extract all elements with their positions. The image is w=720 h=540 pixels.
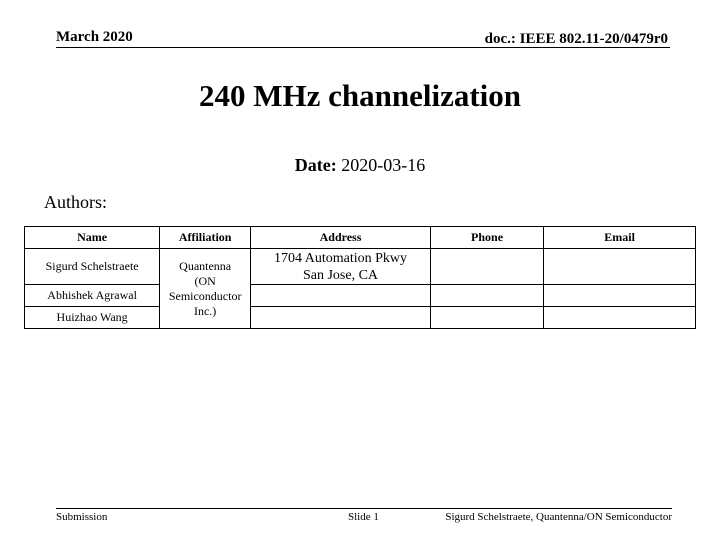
author-address [251,285,431,307]
affiliation-line: Semiconductor [168,288,242,303]
footer-slide-number: Slide 1 [348,511,379,523]
header-email: Email [544,227,696,249]
authors-label: Authors: [44,192,107,212]
table-row [25,285,696,307]
affiliation-line: Inc.) [193,303,217,318]
author-email [544,249,696,285]
date-label: Date: [294,155,337,175]
header-address: Address [251,227,431,249]
author-phone [430,307,543,329]
address-line: 1704 Automation Pkwy [274,250,408,266]
author-address [251,249,431,285]
header-date: March 2020 [56,29,133,45]
author-name: Huizhao Wang [25,307,160,329]
table-header-row [25,227,696,249]
author-phone [430,249,543,285]
footer-submission: Submission [56,511,108,523]
author-name: Sigurd Schelstraete [25,249,160,285]
header-doc-id: doc.: IEEE 802.11-20/0479r0 [484,31,668,47]
affiliation-line: Quantenna [179,258,232,273]
slide-title: 240 MHz channelization [198,78,522,113]
author-phone [430,285,543,307]
header-name: Name [25,227,160,249]
table-row [25,307,696,329]
author-email [544,285,696,307]
author-email [544,307,696,329]
footer-divider [56,508,672,509]
header-phone: Phone [430,227,543,249]
address-line: San Jose, CA [302,267,379,283]
authors-table [24,226,696,329]
footer-author: Sigurd Schelstraete, Quantenna/ON Semiconductor [445,511,672,523]
affiliation-line: (ON [194,273,216,288]
author-address [251,307,431,329]
date-line [0,155,720,176]
table-row [25,249,696,285]
header-divider [56,47,670,48]
header-affiliation: Affiliation [160,227,251,249]
author-affiliation [160,249,251,329]
date-value: 2020-03-16 [341,155,426,175]
author-name: Abhishek Agrawal [25,285,160,307]
